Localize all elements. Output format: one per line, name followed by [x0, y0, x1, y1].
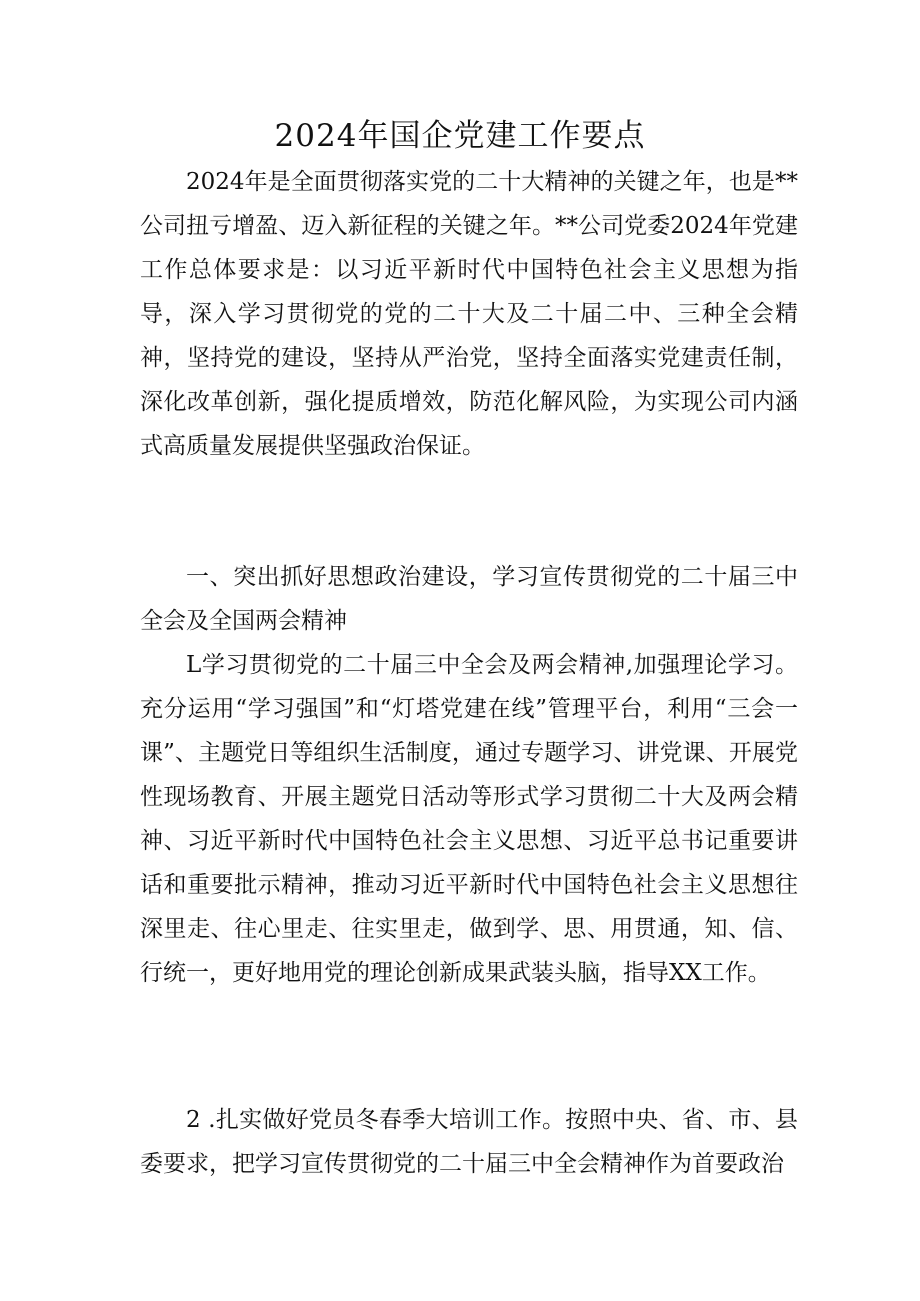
intro-paragraph: 2024年是全面贯彻落实党的二十大精神的关键之年，也是**公司扭亏增盈、迈入新征程的关键之年。**公司党委2024年党建工作总体要求是：以习近平新时代中国特色社会主义思想为指导，深入学习贯彻党的党的二十大及二十届二中、三种全会精神，坚持党的建设，坚持从严治党，坚持全面落实党建责任制，深化改革创新，强化提质增效，防范化解风险，为实现公司内涵式高质量发展提供坚强政治保证。 — [140, 169, 798, 459]
item-2-paragraph: 2 .扎实做好党员冬春季大培训工作。按照中央、省、市、县委要求，把学习宣传贯彻党的二十届三中全会精神作为首要政治 — [140, 1107, 798, 1177]
document-title: 2024年国企党建工作要点 — [274, 118, 646, 154]
section-1-heading: 一、突出抓好思想政治建设，学习宣传贯彻党的二十届三中全会及全国两会精神 — [140, 564, 798, 634]
item-1-paragraph: L学习贯彻党的二十届三中全会及两会精神,加强理论学习。充分运用“学习强国”和“灯塔党建在线”管理平台，利用“三会一课”、主题党日等组织生活制度，通过专题学习、讲党课、开展党性现场教育、开展主题党日活动等形式学习贯彻二十大及两会精神、习近平新时代中国特色社会主义思想、习近平总书记重要讲话和重要批示精神，推动习近平新时代中国特色社会主义思想往深里走、往心里走、往实里走，做到学、思、用贯通，知、信、行统一，更好地用党的理论创新成果武装头脑，指导XX工作。 — [140, 652, 798, 986]
